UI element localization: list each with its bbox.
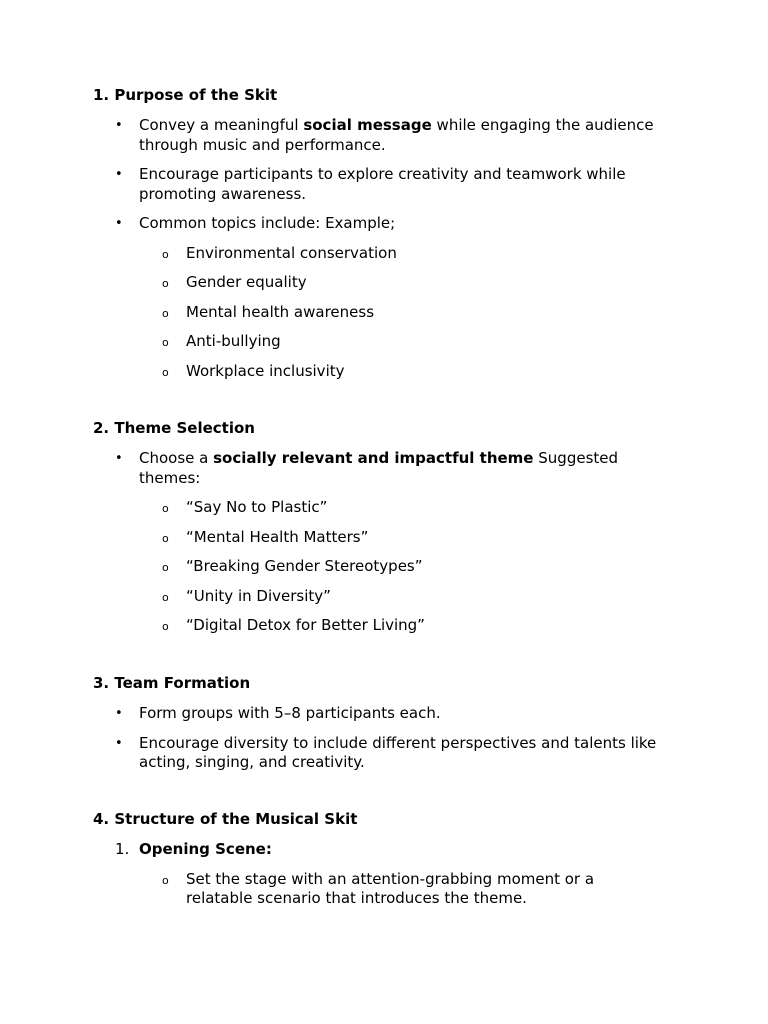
circle-bullet-icon: o (162, 365, 169, 379)
bullet-icon: • (115, 706, 123, 721)
circle-bullet-icon: o (162, 620, 169, 633)
sub-item-text: Workplace inclusivity (186, 361, 345, 380)
bullet-text: Encourage participants to explore creativity and teamwork while promoting awareness. (139, 165, 626, 203)
sub-list-item (93, 587, 686, 607)
bullet-bold-text: socially relevant and impactful theme (213, 449, 534, 467)
sub-item-text: Set the stage with an attention-grabbing moment or a relatable scenario that introduces the theme. (186, 869, 595, 907)
numbered-item-label: Opening Scene: (139, 840, 272, 858)
sub-list-item (93, 273, 686, 293)
sub-item-text: Anti-bullying (186, 332, 281, 350)
bullet-icon: • (115, 167, 123, 182)
bullet-icon: • (115, 735, 123, 751)
list-item (93, 704, 679, 724)
sub-item-text: “Unity in Diversity” (186, 586, 331, 605)
item-number: 1. (115, 840, 130, 858)
list-item (93, 165, 679, 204)
section-theme-selection (93, 419, 693, 636)
sub-list-item (93, 557, 686, 577)
circle-bullet-icon: o (162, 590, 169, 604)
list-item (93, 734, 679, 773)
circle-bullet-icon: o (162, 531, 169, 545)
bullet-icon: • (115, 451, 123, 466)
bullet-text: Encourage diversity to include different perspectives and talents like acting, singing, and creativity. (139, 733, 657, 771)
bullet-bold-text: social message (303, 116, 432, 134)
section-heading: 2. Theme Selection (93, 419, 255, 437)
sub-list-item (93, 303, 686, 323)
sub-item-text: Mental health awareness (186, 302, 375, 321)
bullet-text: Convey a meaningful (139, 116, 304, 134)
circle-bullet-icon: o (162, 306, 169, 320)
circle-bullet-icon: o (162, 561, 169, 574)
sub-list-item (93, 244, 686, 264)
sub-list-item (93, 870, 656, 909)
section-skit-structure (93, 810, 693, 909)
sub-item-text: Gender equality (186, 273, 307, 291)
bullet-text: Form groups with 5–8 participants each. (139, 704, 441, 722)
section-heading: 1. Purpose of the Skit (93, 86, 278, 104)
sub-list-item (93, 362, 686, 382)
bullet-text: Common topics include: Example; (139, 214, 396, 232)
sub-item-text: “Mental Health Matters” (186, 527, 369, 546)
list-item (93, 116, 679, 155)
sub-list-item (93, 616, 686, 636)
circle-bullet-icon: o (162, 502, 169, 515)
circle-bullet-icon: o (162, 336, 169, 349)
section-team-formation (93, 674, 693, 773)
circle-bullet-icon: o (162, 873, 169, 887)
sub-item-text: “Digital Detox for Better Living” (186, 616, 425, 634)
sub-item-text: “Breaking Gender Stereotypes” (186, 557, 423, 575)
bullet-icon: • (115, 118, 123, 133)
section-heading: 3. Team Formation (93, 674, 251, 692)
sub-item-text: “Say No to Plastic” (186, 498, 328, 516)
sub-list-item (93, 498, 686, 518)
circle-bullet-icon: o (162, 277, 169, 290)
section-heading: 4. Structure of the Musical Skit (93, 810, 358, 828)
bullet-icon: • (115, 216, 123, 231)
circle-bullet-icon: o (162, 247, 169, 261)
bullet-text: while engaging the audience through music and performance. (139, 116, 654, 154)
bullet-text: Suggested themes: (139, 449, 619, 487)
numbered-item (93, 840, 693, 860)
list-item (93, 449, 679, 488)
sub-item-text: Environmental conservation (186, 243, 397, 262)
section-purpose (93, 86, 693, 381)
sub-list-item (93, 528, 686, 548)
list-item (93, 214, 679, 234)
sub-list-item (93, 332, 686, 352)
bullet-text: Choose a (139, 449, 214, 467)
